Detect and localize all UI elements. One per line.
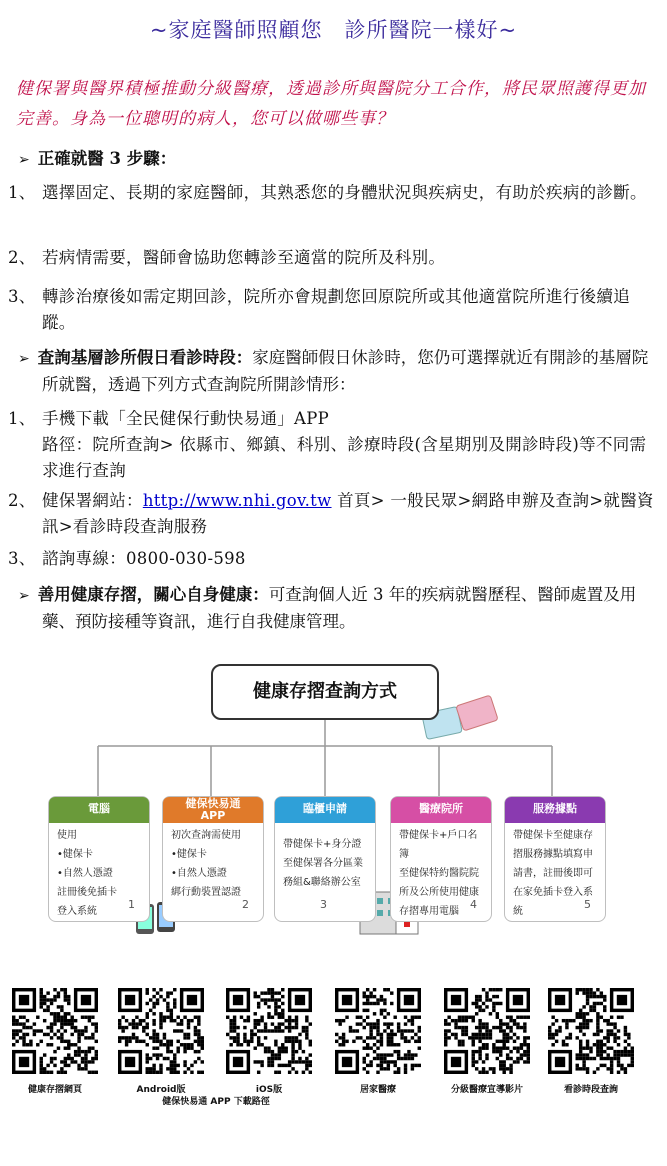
qr-caption-app-download: 健保快易通 APP 下載路徑 bbox=[162, 1097, 270, 1107]
qr-label-ios: iOS版 bbox=[255, 1085, 283, 1095]
method-card-service-point: 服務據點 帶健保卡至健康存 摺服務據點填寫申 請書，註冊後即可 在家免插卡登入系 統 5 bbox=[504, 796, 606, 922]
qr-label-home-care: 居家醫療 bbox=[359, 1085, 396, 1095]
card-index: 5 bbox=[584, 898, 591, 911]
qr-code-tiered-care-video[interactable] bbox=[444, 988, 530, 1074]
card-index: 1 bbox=[128, 898, 135, 911]
arrow-bullet-icon: ➢ bbox=[18, 588, 30, 604]
card-index: 3 bbox=[320, 898, 327, 911]
method-card-counter: 臨櫃申請 帶健保卡+身分證 至健保署各分區業 務組&聯絡辦公室 3 bbox=[274, 796, 376, 922]
holiday-item-1: 1、 手機下載「全民健保行動快易通」APP 路徑：院所查詢> 依縣市、鄉鎮、科別、診療時段(含星期別及開診時段)等不同需求進行查詢 bbox=[8, 409, 647, 480]
qr-label-android: Android版 bbox=[136, 1085, 186, 1095]
arrow-bullet-icon: ➢ bbox=[18, 351, 30, 367]
card-header: 電腦 bbox=[49, 797, 149, 823]
step-item-2: 2、 若病情需要，醫師會協助您轉診至適當的院所及科別。 bbox=[8, 248, 446, 267]
method-card-computer: 電腦 使用 •健保卡 •自然人憑證 註冊後免插卡 登入系統 1 bbox=[48, 796, 150, 922]
step-item-3: 3、 轉診治療後如需定期回診，院所亦會規劃您回原院所或其他適當院所進行後續追蹤。 bbox=[8, 287, 630, 332]
qr-code-row bbox=[0, 988, 667, 1118]
section-steps-heading: ➢ 正確就醫 3 步驟： bbox=[18, 149, 177, 168]
holiday-item-3: 3、 諮詢專線：0800-030-598 bbox=[8, 549, 246, 568]
step-item-1: 1、 選擇固定、長期的家庭醫師，其熟悉您的身體狀況與疾病史，有助於疾病的診斷。 bbox=[8, 183, 647, 202]
section-health-passbook-block: ➢ 善用健康存摺，關心自身健康：可查詢個人近 3 年的疾病就醫歷程、醫師處置及用藥、預防接種等資訊，進行自我健康管理。 bbox=[18, 585, 637, 631]
page-title: ~家庭醫師照顧您 診所醫院一樣好~ bbox=[149, 18, 518, 42]
qr-label-tiered-care-video: 分級醫療宣導影片 bbox=[450, 1085, 523, 1095]
diagram-title: 健康存摺查詢方式 bbox=[211, 664, 439, 720]
method-card-clinic: 醫療院所 帶健保卡+戶口名簿 至健保特約醫院院 所及公所使用健康 存摺專用電腦 4 bbox=[390, 796, 492, 922]
qr-code-clinic-hours[interactable] bbox=[548, 988, 634, 1074]
card-header: 健保快易通 APP bbox=[163, 797, 263, 823]
holiday-item-2: 2、 健保署網站：http://www.nhi.gov.tw 首頁> 一般民眾>網路申辦及查詢>就醫資訊>看診時段查詢服務 bbox=[8, 491, 654, 536]
method-card-app: 健保快易通 APP 初次查詢需使用 •健保卡 •自然人憑證 綁行動裝置認證 2 bbox=[162, 796, 264, 922]
intro-text: 健保署與醫界積極推動分級醫療，透過診所與醫院分工合作，將民眾照護得更加完善。身為一位聰明的病人，您可以做哪些事？ bbox=[16, 79, 646, 129]
qr-label-health-passbook: 健康存摺網頁 bbox=[27, 1085, 82, 1095]
section-holiday-block: ➢ 查詢基層診所假日看診時段：家庭醫師假日休診時，您仍可選擇就近有開診的基層院所就醫，透過下列方式查詢院所開診情形： bbox=[18, 348, 649, 394]
card-index: 2 bbox=[242, 898, 249, 911]
nhi-website-link[interactable]: http://www.nhi.gov.tw bbox=[142, 491, 332, 510]
arrow-bullet-icon: ➢ bbox=[18, 152, 30, 168]
card-header: 服務據點 bbox=[505, 797, 605, 823]
qr-code-android-app[interactable] bbox=[118, 988, 204, 1074]
qr-code-ios-app[interactable] bbox=[226, 988, 312, 1074]
qr-code-home-care[interactable] bbox=[335, 988, 421, 1074]
query-methods-diagram bbox=[44, 660, 624, 950]
qr-label-clinic-hours: 看診時段查詢 bbox=[563, 1085, 618, 1095]
card-index: 4 bbox=[470, 898, 477, 911]
qr-code-health-passbook[interactable] bbox=[12, 988, 98, 1074]
card-header: 臨櫃申請 bbox=[275, 797, 375, 823]
card-header: 醫療院所 bbox=[391, 797, 491, 823]
